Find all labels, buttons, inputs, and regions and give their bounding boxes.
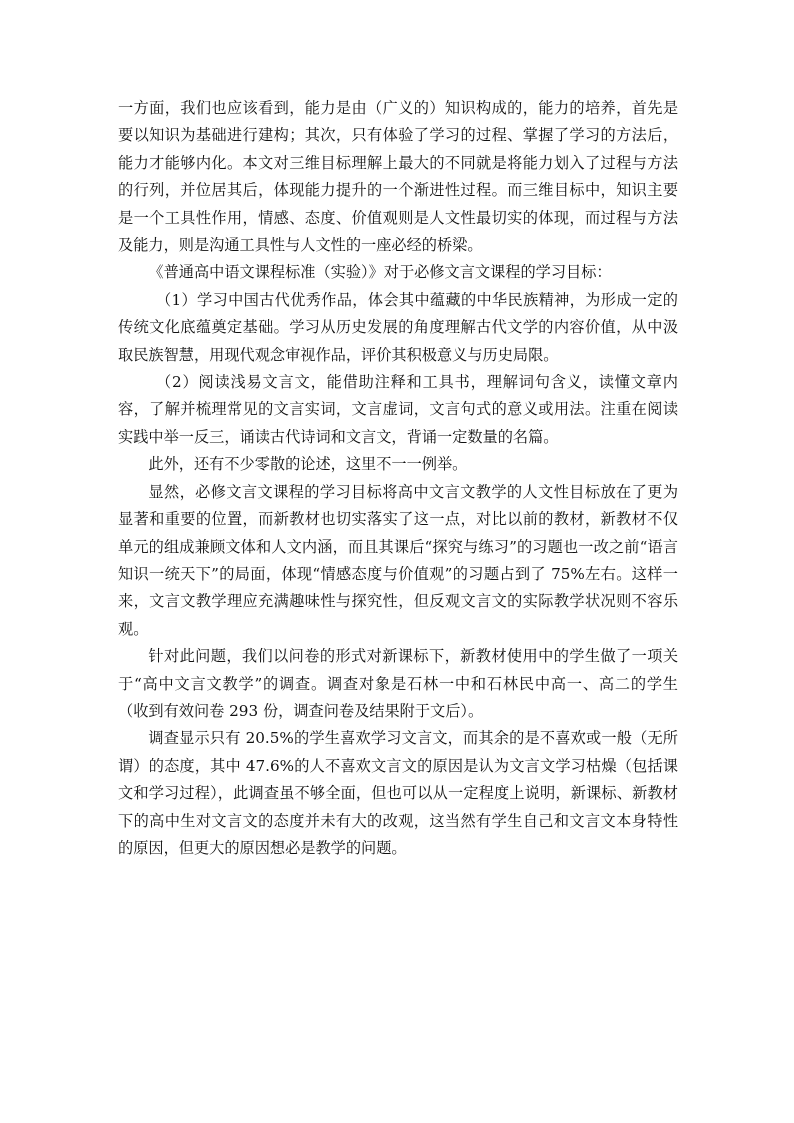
paragraph-humanistic-goals: 显然，必修文言文课程的学习目标将高中文言文教学的人文性目标放在了更为显著和重要的位置，而新教材也切实落实了这一点，对比以前的教材，新教材不仅单元的组成兼顾文体和人文内涵，而且其课后“探究与练习”的习题也一改之前“语言知识一统天下”的局面，体现“情感态度与价值观”的习题占到了 75%左右。这样一来，文言文教学理应充满趣味性与探究性，但反观文言文的实际教学状况则不容乐观。 bbox=[118, 482, 678, 638]
paragraph-other-remarks: 此外，还有不少零散的论述，这里不一一例举。 bbox=[148, 455, 468, 474]
paragraph-survey-method: 针对此问题，我们以问卷的形式对新课标下，新教材使用中的学生做了一项关于“高中文言文教学”的调查。调查对象是石林一中和石林民中高一、高二的学生（收到有效问卷 293 份，调查问卷及结果附于文后）。 bbox=[118, 647, 678, 720]
paragraph-curriculum-standard-intro: 《普通高中语文课程标准（实验）》对于必修文言文课程的学习目标： bbox=[148, 263, 612, 282]
paragraph-survey-results: 调查显示只有 20.5%的学生喜欢学习文言文，而其余的是不喜欢或一般（无所谓）的态度，其中 47.6%的人不喜欢文言文的原因是认为文言文学习枯燥（包括课文和学习过程），此调查虽不够全面，但也可以从一定程度上说明，新课标、新教材下的高中生对文言文的态度并未有大的改观，这当然有学生自己和文言文本身特性的原因，但更大的原因想必是教学的问题。 bbox=[118, 729, 678, 857]
paragraph-goal-2: （2）阅读浅易文言文，能借助注释和工具书，理解词句含义，读懂文章内容，了解并梳理常见的文言实词，文言虚词，文言句式的意义或用法。注重在阅读实践中举一反三，诵读古代诗词和文言文，背诵一定数量的名篇。 bbox=[118, 373, 678, 446]
paragraph-ability-knowledge: 一方面，我们也应该看到，能力是由（广义的）知识构成的，能力的培养，首先是要以知识为基础进行建构；其次，只有体验了学习的过程、掌握了学习的方法后，能力才能够内化。本文对三维目标理解上最大的不同就是将能力划入了过程与方法的行列，并位居其后，体现能力提升的一个渐进性过程。而三维目标中，知识主要是一个工具性作用，情感、态度、价值观则是人文性最切实的体现，而过程与方法及能力，则是沟通工具性与人文性的一座必经的桥梁。 bbox=[118, 99, 678, 255]
paragraph-goal-1: （1）学习中国古代优秀作品，体会其中蕴藏的中华民族精神，为形成一定的传统文化底蕴奠定基础。学习从历史发展的角度理解古代文学的内容价值，从中汲取民族智慧，用现代观念审视作品，评价其积极意义与历史局限。 bbox=[118, 290, 678, 364]
document-body bbox=[118, 95, 678, 862]
